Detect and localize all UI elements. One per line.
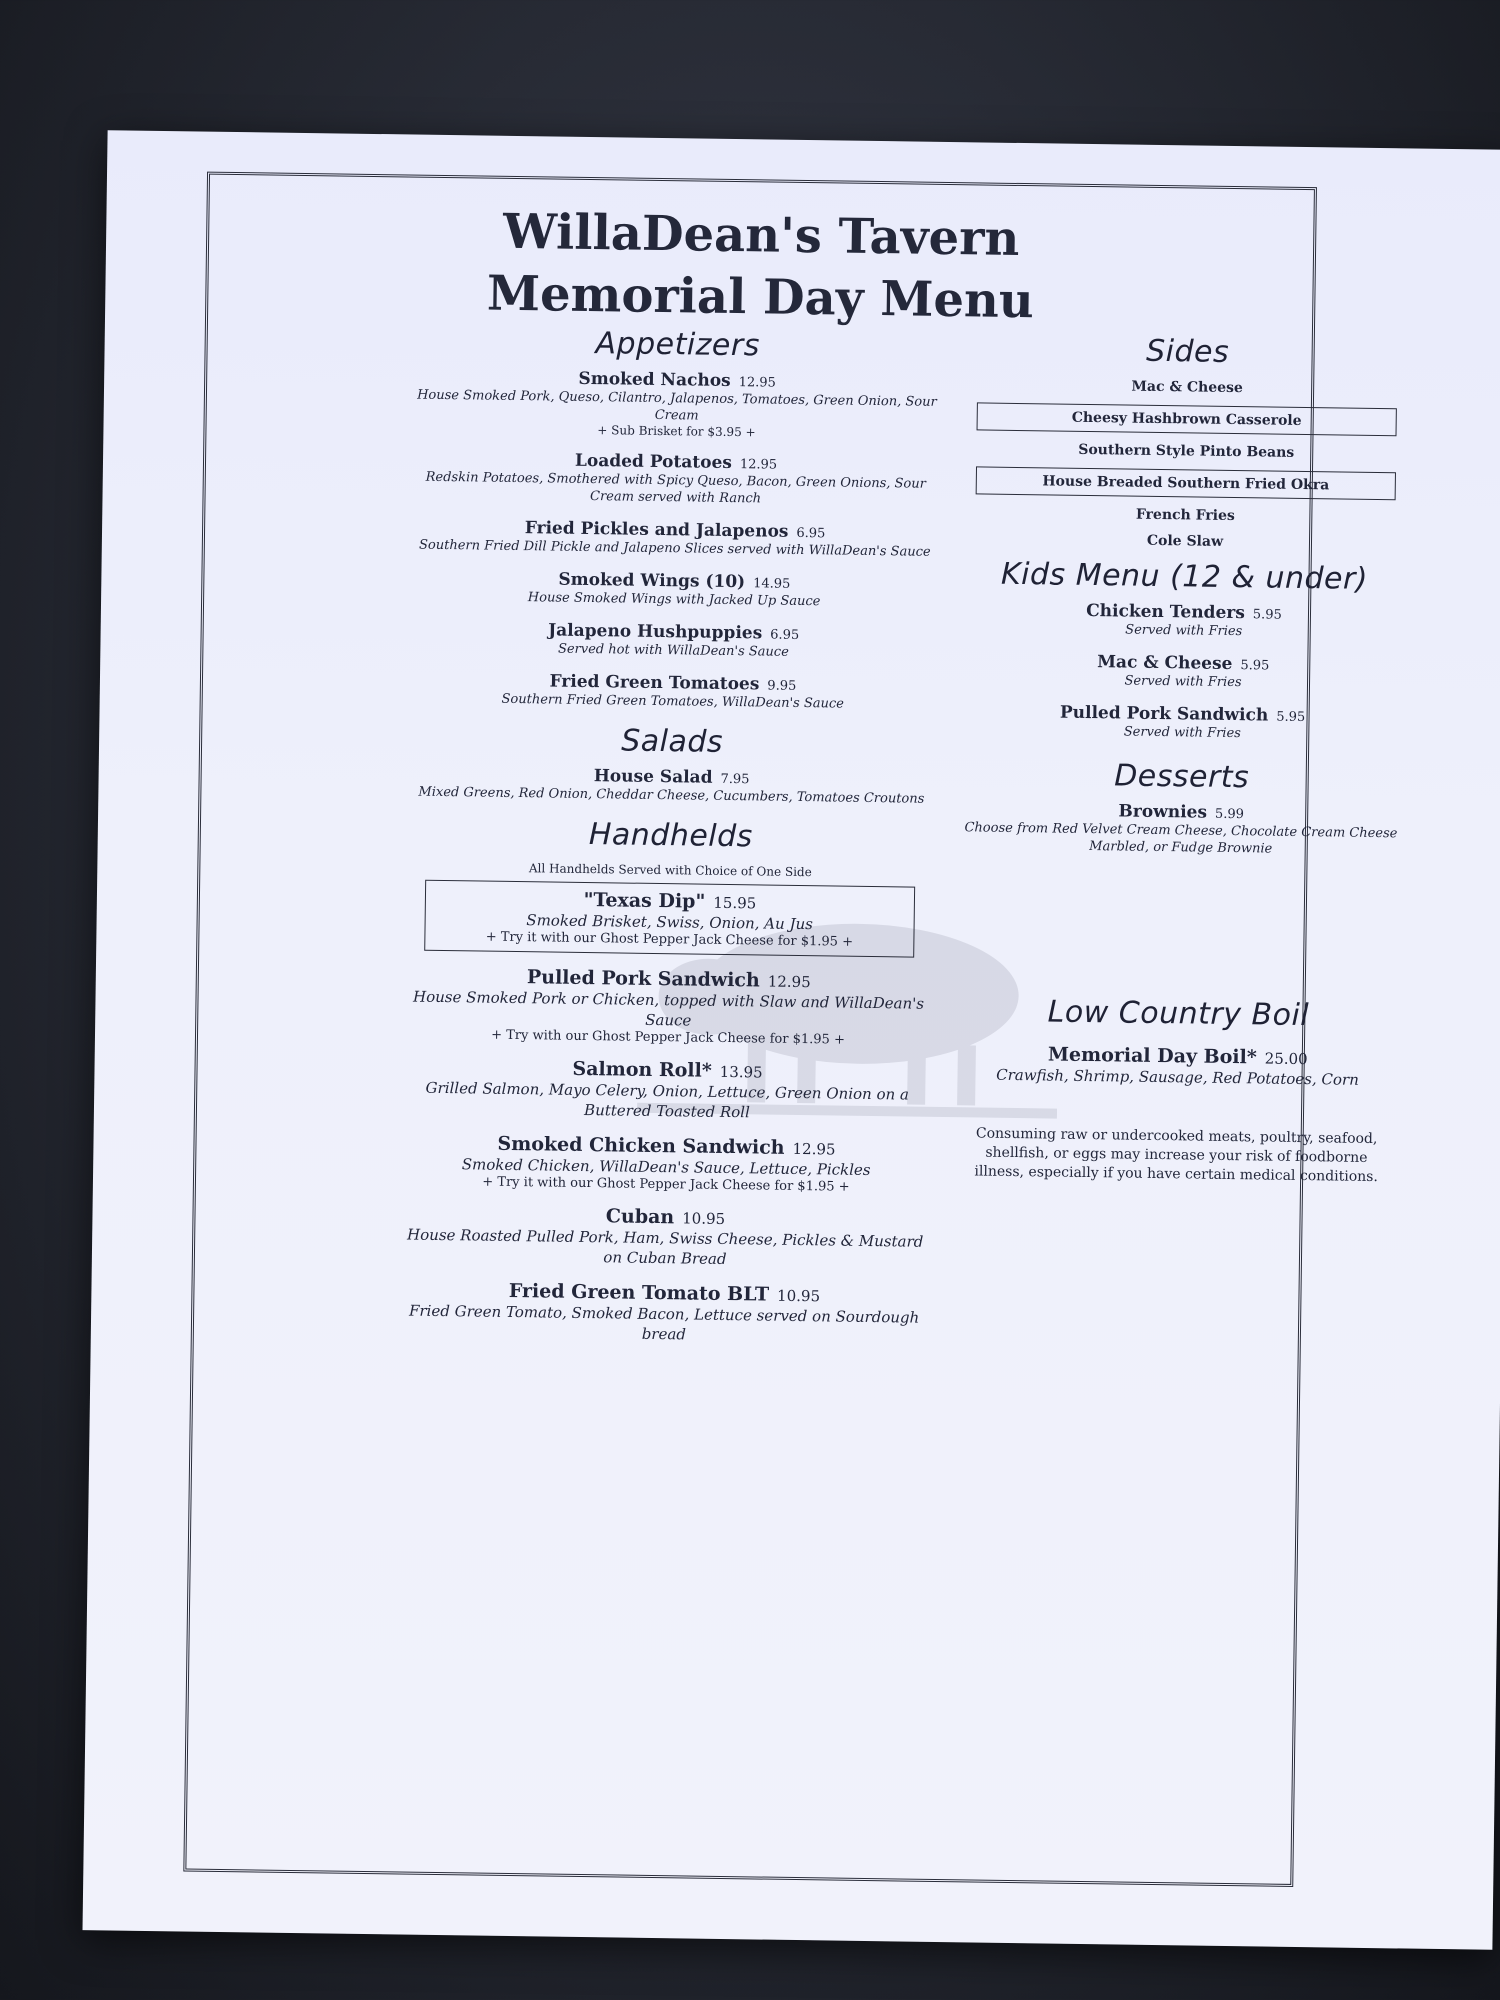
item-name: Loaded Potatoes xyxy=(574,450,733,473)
item-price: 13.95 xyxy=(719,1062,763,1082)
item-desc: Served with Fries xyxy=(1123,724,1241,742)
item-desc: House Smoked Pork or Chicken, topped with Slaw and WillaDean's Sauce xyxy=(412,987,925,1030)
item-desc: Fried Green Tomato, Smoked Bacon, Lettuce served on Sourdough bread xyxy=(408,1301,920,1344)
item-price: 9.95 xyxy=(767,678,797,694)
item-desc: Served hot with WillaDean's Sauce xyxy=(557,641,789,660)
item-price: 14.95 xyxy=(753,576,791,592)
menu-item xyxy=(937,1042,1418,1091)
item-name: Fried Pickles and Jalapenos xyxy=(524,518,789,542)
item-price: 12.95 xyxy=(738,375,776,391)
item-name: Chicken Tenders xyxy=(1086,600,1246,624)
menu-paper xyxy=(83,130,1500,1950)
item-name: Pulled Pork Sandwich xyxy=(1059,702,1269,726)
right-column xyxy=(936,325,1428,1188)
item-name: Jalapeno Hushpuppies xyxy=(548,620,763,644)
item-name: Fried Green Tomato BLT xyxy=(508,1279,770,1306)
menu-title: Memorial Day Menu xyxy=(486,265,1035,330)
side-item-boxed: House Breaded Southern Fried Okra xyxy=(976,466,1396,500)
item-name: Salmon Roll* xyxy=(572,1057,712,1082)
menu-border xyxy=(183,172,1398,1887)
restaurant-name: WillaDean's Tavern xyxy=(502,203,1020,267)
menu-item xyxy=(407,1056,928,1125)
item-desc: Served with Fries xyxy=(1124,673,1242,691)
sides-heading: Sides xyxy=(1145,333,1230,370)
side-item: Mac & Cheese xyxy=(1131,378,1243,397)
item-addon: + Sub Brisket for $3.95 + xyxy=(597,423,756,440)
menu-item xyxy=(413,670,933,714)
item-price: 7.95 xyxy=(720,771,750,788)
menu-item xyxy=(405,1203,926,1272)
item-price: 12.95 xyxy=(767,972,811,992)
menu-title-block xyxy=(208,197,1314,336)
item-desc: Served with Fries xyxy=(1125,622,1243,640)
menu-item xyxy=(416,367,937,442)
item-desc: Southern Fried Dill Pickle and Jalapeno Slices served with WillaDean's Sauce xyxy=(418,537,931,560)
handhelds-heading: Handhelds xyxy=(588,817,754,855)
item-desc: Southern Fried Green Tomatoes, WillaDean's Sauce xyxy=(501,691,844,712)
item-price: 25.00 xyxy=(1264,1049,1308,1069)
item-addon: + Try it with our Ghost Pepper Jack Cheese for $1.95 + xyxy=(485,929,854,950)
desserts-heading: Desserts xyxy=(1113,758,1250,796)
side-item-boxed: Cheesy Hashbrown Casserole xyxy=(977,402,1397,436)
menu-item xyxy=(414,568,934,612)
item-name: "Texas Dip" xyxy=(583,888,706,913)
item-desc: Choose from Red Velvet Cream Cheese, Chocolate Cream Cheese Marbled, or Fudge Brownie xyxy=(964,820,1398,857)
low-country-boil-heading: Low Country Boil xyxy=(1047,994,1310,1034)
menu-item xyxy=(408,965,929,1049)
kids-menu-heading: Kids Menu (12 & under) xyxy=(1000,556,1369,597)
menu-item xyxy=(943,650,1423,694)
item-desc: Smoked Chicken, WillaDean's Sauce, Lettuce, Pickles xyxy=(461,1155,871,1179)
menu-item xyxy=(411,764,931,808)
item-desc: Smoked Brisket, Swiss, Onion, Au Jus xyxy=(526,911,814,934)
menu-item xyxy=(942,701,1422,745)
item-price: 5.95 xyxy=(1240,658,1270,674)
item-desc: House Smoked Pork, Queso, Cilantro, Jalapenos, Tomatoes, Green Onion, Sour Cream xyxy=(417,387,937,424)
menu-item xyxy=(415,449,936,510)
left-column xyxy=(404,318,938,1362)
item-desc: House Smoked Wings with Jacked Up Sauce xyxy=(527,590,821,610)
item-desc: Mixed Greens, Red Onion, Cheddar Cheese, Cucumbers, Tomatoes Croutons xyxy=(418,784,925,807)
item-price: 5.95 xyxy=(1252,607,1282,623)
menu-item xyxy=(404,1279,925,1348)
item-desc: Grilled Salmon, Mayo Celery, Onion, Lettuce, Green Onion on a Buttered Toasted Roll xyxy=(425,1078,910,1122)
item-name: Smoked Nachos xyxy=(578,368,731,391)
item-addon: + Try with our Ghost Pepper Jack Cheese for $1.95 + xyxy=(491,1027,845,1048)
item-name: House Salad xyxy=(593,766,713,788)
item-addon: + Try it with our Ghost Pepper Jack Cheese for $1.95 + xyxy=(482,1174,850,1195)
item-name: Smoked Chicken Sandwich xyxy=(497,1132,785,1159)
menu-item xyxy=(413,619,933,663)
item-name: Fried Green Tomatoes xyxy=(549,671,760,695)
food-safety-warning: Consuming raw or undercooked meats, poultry, seafood, shellfish, or eggs may increase your risk of foodborne illness, especially if you have certain medical conditions. xyxy=(974,1125,1378,1186)
item-name: Brownies xyxy=(1118,801,1208,823)
item-price: 12.95 xyxy=(739,457,778,473)
menu-item xyxy=(415,517,935,561)
menu-item xyxy=(944,599,1424,643)
item-price: 15.95 xyxy=(713,893,757,913)
menu-item xyxy=(941,799,1422,860)
item-desc: Crawfish, Shrimp, Sausage, Red Potatoes, Corn xyxy=(996,1065,1359,1089)
side-item: Cole Slaw xyxy=(1146,532,1224,550)
item-name: Memorial Day Boil* xyxy=(1047,1043,1257,1069)
item-price: 5.99 xyxy=(1214,806,1245,823)
item-price: 6.95 xyxy=(770,627,800,643)
side-item: French Fries xyxy=(1135,506,1235,525)
handhelds-note: All Handhelds Served with Choice of One Side xyxy=(528,861,812,880)
item-name: Smoked Wings (10) xyxy=(558,569,746,593)
item-price: 10.95 xyxy=(776,1286,821,1306)
item-price: 12.95 xyxy=(792,1139,836,1159)
item-desc: Redskin Potatoes, Smothered with Spicy Queso, Bacon, Green Onions, Sour Cream served with Ranch xyxy=(425,469,927,507)
menu-item-boxed xyxy=(424,880,915,958)
item-desc: House Roasted Pulled Pork, Ham, Swiss Cheese, Pickles & Mustard on Cuban Bread xyxy=(406,1225,924,1268)
salads-heading: Salads xyxy=(620,723,724,760)
item-price: 6.95 xyxy=(796,525,826,542)
item-name: Cuban xyxy=(605,1205,675,1229)
item-price: 5.95 xyxy=(1276,709,1306,726)
menu-item xyxy=(406,1132,927,1196)
item-price: 10.95 xyxy=(682,1209,726,1228)
item-name: Mac & Cheese xyxy=(1097,652,1233,675)
side-item: Southern Style Pinto Beans xyxy=(1078,441,1295,461)
appetizers-heading: Appetizers xyxy=(595,326,761,364)
item-name: Pulled Pork Sandwich xyxy=(526,966,760,992)
